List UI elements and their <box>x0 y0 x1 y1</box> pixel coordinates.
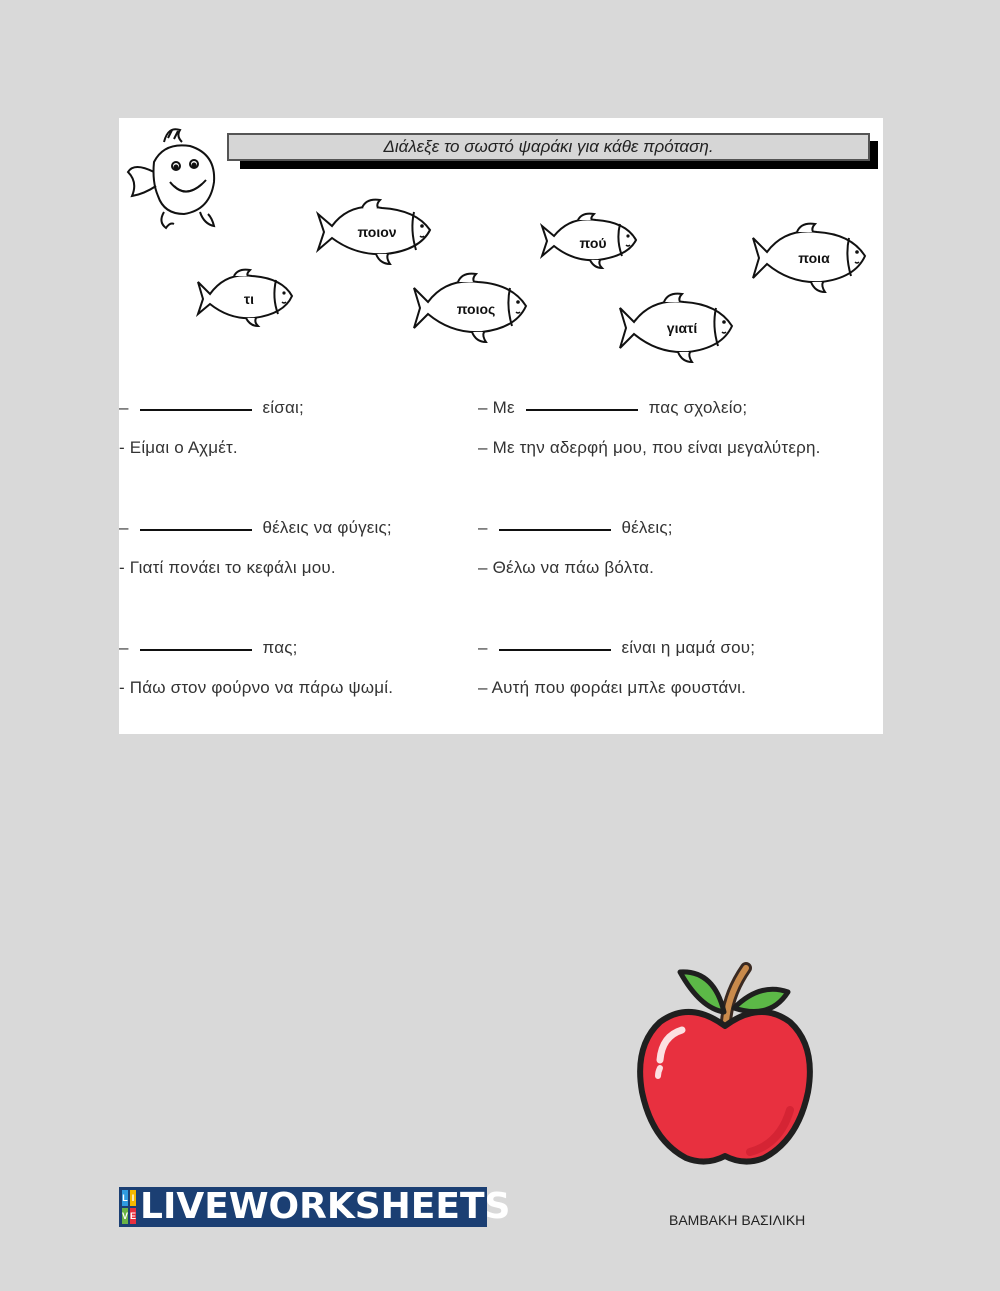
fish-label: ποιον <box>357 224 397 240</box>
question-text: είσαι; <box>257 398 304 417</box>
fish-label: γιατί <box>666 320 698 336</box>
question-prefix: – <box>119 638 134 657</box>
answer-line: - Είμαι ο Αχμέτ. <box>119 438 238 457</box>
cartoon-fish-icon <box>124 122 224 234</box>
question-prefix: – Με <box>478 398 520 417</box>
question-line <box>478 398 747 418</box>
badge-letter: I <box>130 1190 136 1206</box>
question-prefix: – <box>478 638 493 657</box>
answer-blank[interactable] <box>140 649 252 651</box>
badge-letter: E <box>130 1208 136 1224</box>
answer-line: - Γιατί πονάει το κεφάλι μου. <box>119 558 336 577</box>
question-line <box>119 638 298 658</box>
question-line <box>478 638 755 658</box>
author-credit: ΒΑΜΒΑΚΗ ΒΑΣΙΛΙΚΗ <box>669 1212 806 1228</box>
answer-blank[interactable] <box>499 649 611 651</box>
answer-line: – Αυτή που φοράει μπλε φουστάνι. <box>478 678 747 697</box>
answer-blank[interactable] <box>140 409 252 411</box>
fish-label: τι <box>243 291 255 307</box>
answer-line: - Πάω στον φούρνο να πάρω ψωμί. <box>119 678 394 697</box>
apple-icon <box>630 960 820 1170</box>
question-prefix: – <box>119 518 134 537</box>
badge-letter: L <box>122 1190 128 1206</box>
logo-badge-icon <box>122 1190 136 1224</box>
answer-blank[interactable] <box>140 529 252 531</box>
fish-label: ποιος <box>456 301 496 317</box>
instruction-banner: Διάλεξε το σωστό ψαράκι για κάθε πρόταση. <box>227 133 870 161</box>
question-line <box>119 398 304 418</box>
question-text: θέλεις να φύγεις; <box>257 518 392 537</box>
question-text: πας; <box>257 638 298 657</box>
question-prefix: – <box>119 398 134 417</box>
answer-line: – Με την αδερφή μου, που είναι μεγαλύτερη. <box>478 438 821 457</box>
answer-blank[interactable] <box>526 409 638 411</box>
question-text: πας σχολείο; <box>643 398 748 417</box>
answer-line: – Θέλω να πάω βόλτα. <box>478 558 655 577</box>
question-line <box>119 518 392 538</box>
question-text: θέλεις; <box>616 518 673 537</box>
logo-text: LIVEWORKSHEETS <box>140 1186 511 1227</box>
badge-letter: V <box>122 1208 128 1224</box>
question-prefix: – <box>478 518 493 537</box>
fish-label: πού <box>579 235 607 251</box>
answer-blank[interactable] <box>499 529 611 531</box>
question-text: είναι η μαμά σου; <box>616 638 756 657</box>
fish-label: ποια <box>798 250 830 266</box>
question-line <box>478 518 673 538</box>
liveworksheets-logo[interactable] <box>119 1186 511 1227</box>
